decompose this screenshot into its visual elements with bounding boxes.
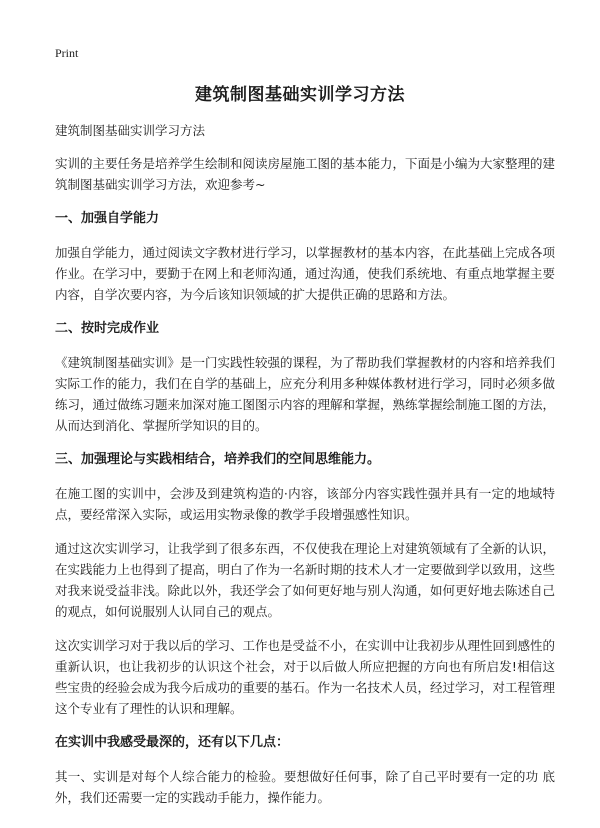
section-2-paragraph-1: 《建筑制图基础实训》是一门实践性较强的课程，为了帮助我们掌握教材的内容和培养我们实际工作的能力，我们在自学的基础上，应充分利用多种媒体教材进行学习，同时必须多做练习，通过做练习题来加深对施工图图示内容的理解和掌握，熟练掌握绘制施工图的方法，从而达到消化、掌握所学知识的目的。	[55, 355, 556, 433]
section-3-paragraph-3: 这次实训学习对于我以后的学习、工作也是受益不小，在实训中让我初步从理性回到感性的重新认识，也让我初步的认识这个社会，对于以后做人所应把握的方向也有所启发!相信这些宝贵的经验会成为我今后成功的重要的基石。作为一名技术人员，经过学习，对工程管理这个专业有了理性的认识和理解。	[55, 638, 556, 716]
intro-paragraph: 实训的主要任务是培养学生绘制和阅读房屋施工图的基本能力，下面是小编为大家整理的建筑制图基础实训学习方法，欢迎参考~	[55, 156, 556, 192]
section-heading-2: 二、按时完成作业	[55, 321, 160, 336]
section-4-paragraph-1: 其一、实训是对每个人综合能力的检验。要想做好任何事，除了自己平时要有一定的功 底外，我们还需要一定的实践动手能力，操作能力。	[55, 769, 555, 805]
section-heading-4: 在实训中我感受最深的，还有以下几点：	[55, 735, 290, 750]
section-heading-1: 一、加强自学能力	[55, 211, 160, 226]
section-3-paragraph-2: 通过这次实训学习，让我学到了很多东西，不仅使我在理论上对建筑领域有了全新的认识，在实践能力上也得到了提高，明白了作为一名新时期的技术人才一定要做到学以致用，这些对我来说受益非浅。除此以外，我还学会了如何更好地与别人沟通，如何更好地去陈述自己的观点，如何说服别人认同自己的观点。	[55, 541, 556, 619]
section-heading-3: 三、加强理论与实践相结合，培养我们的空间思维能力。	[55, 452, 381, 467]
page-title: 建筑制图基础实训学习方法	[195, 85, 405, 105]
print-link[interactable]: Print	[55, 46, 79, 60]
article-subtitle: 建筑制图基础实训学习方法	[55, 123, 206, 138]
article-body	[55, 120, 555, 821]
section-1-paragraph-1: 加强自学能力，通过阅读文字教材进行学习，以掌握教材的基本内容，在此基础上完成各项作业。在学习中，要勤于在网上和老师沟通，通过沟通，使我们系统地、有重点地掌握主要内容，自学次要内容，为今后该知识领域的扩大提供正确的思路和方法。	[55, 245, 556, 302]
section-3-paragraph-1: 在施工图的实训中，会涉及到建筑构造的·内容，该部分内容实践性强并具有一定的地域特点，要经常深入实际，或运用实物录像的教学手段增强感性知识。	[55, 486, 555, 522]
